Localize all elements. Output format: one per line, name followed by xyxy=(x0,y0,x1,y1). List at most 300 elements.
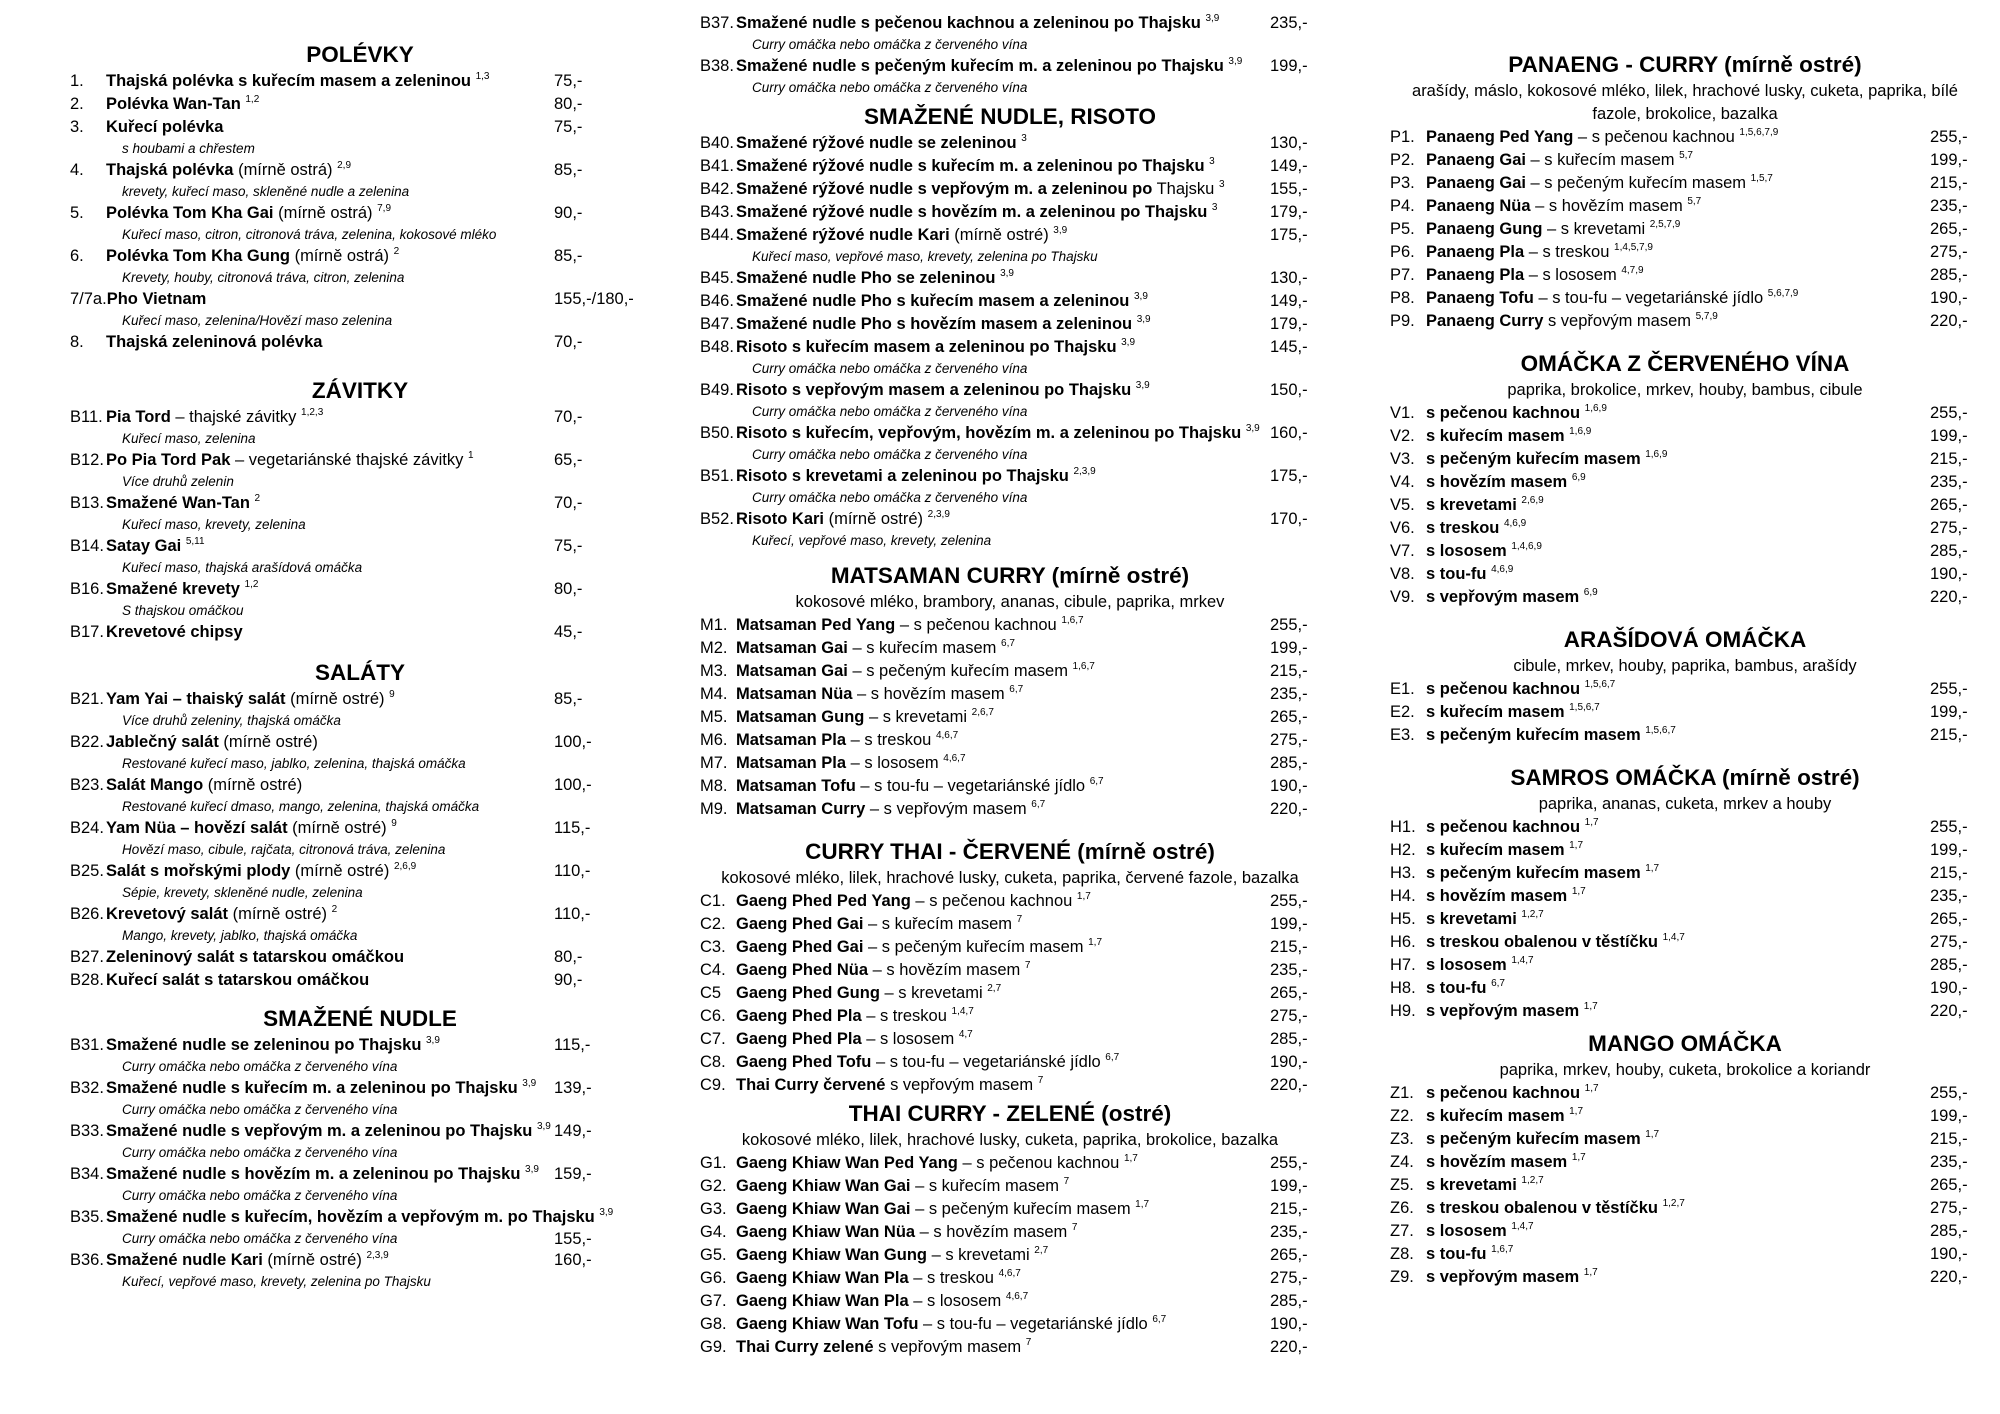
menu-item xyxy=(1390,264,1980,287)
item-note: – s krevetami xyxy=(926,1246,1030,1264)
item-price: 220,- xyxy=(1930,312,1968,330)
menu-item xyxy=(700,913,1320,936)
menu-section xyxy=(700,1097,1320,1359)
item-price: 190,- xyxy=(1270,777,1308,795)
item-price: 75,- xyxy=(554,118,583,136)
item-name: Gaeng Khiaw Wan Pla xyxy=(736,1292,909,1310)
item-code: H6. xyxy=(1390,933,1416,951)
item-note: – s pečeným kuřecím masem xyxy=(847,662,1068,680)
item-name: Gaeng Phed Gung xyxy=(736,984,880,1002)
menu-item xyxy=(70,116,650,139)
section-title: MATSAMAN CURRY (mírně ostré) xyxy=(830,563,1190,588)
item-name: Smažené nudle s kuřecím, hovězím a vepřovým m. po Thajsku xyxy=(106,1208,595,1226)
menu-section xyxy=(700,0,1320,98)
allergen-codes: 1,4,7 xyxy=(1511,955,1534,966)
item-description: Kuřecí maso, krevety, zelenina xyxy=(122,517,306,532)
allergen-codes: 4,6,7 xyxy=(998,1268,1021,1279)
item-name: s pečenou kachnou xyxy=(1426,404,1581,422)
item-description: Restované kuřecí maso, jablko, zelenina, thajská omáčka xyxy=(122,756,466,771)
item-price: 215,- xyxy=(1930,726,1968,744)
section-subtitle: paprika, mrkev, houby, cuketa, brokolice a koriandr xyxy=(1499,1061,1871,1079)
menu-item xyxy=(700,775,1320,798)
allergen-codes: 1,2,7 xyxy=(1521,1175,1544,1186)
menu-item xyxy=(70,1120,650,1143)
menu-section xyxy=(1390,1023,1980,1289)
allergen-codes: 7 xyxy=(1063,1176,1070,1187)
item-note: s vepřovým masem xyxy=(1543,312,1691,330)
section-title: OMÁČKA Z ČERVENÉHO VÍNA xyxy=(1520,351,1850,376)
allergen-codes: 1,4,7 xyxy=(951,1006,974,1017)
item-code: M2. xyxy=(700,639,728,657)
item-price: 220,- xyxy=(1270,800,1308,818)
allergen-codes: 1,7 xyxy=(1088,937,1103,948)
menu-item xyxy=(700,1152,1320,1175)
item-price: 80,- xyxy=(554,580,583,598)
allergen-codes: 2,7 xyxy=(987,983,1002,994)
item-price: 159,- xyxy=(554,1165,592,1183)
allergen-codes: 6,7 xyxy=(1105,1052,1120,1063)
menu-section xyxy=(70,354,650,644)
item-name: Salát s mořskými plody xyxy=(106,862,291,880)
menu-section xyxy=(1390,747,1980,1023)
item-price: 275,- xyxy=(1930,243,1968,261)
item-note: – s kuřecím masem xyxy=(910,1177,1060,1195)
item-name: Smažené nudle s pečeným kuřecím m. a zeleninou po Thajsku xyxy=(736,57,1224,75)
item-code: P4. xyxy=(1390,197,1415,215)
item-note: – s lososem xyxy=(846,754,939,772)
item-code: B23. xyxy=(70,776,104,794)
allergen-codes: 7,9 xyxy=(377,203,392,214)
section-title: SMAŽENÉ NUDLE, RISOTO xyxy=(863,104,1157,129)
item-name: s kuřecím masem xyxy=(1426,703,1565,721)
item-name: Thajská zeleninová polévka xyxy=(106,333,323,351)
menu-item xyxy=(1390,1197,1980,1220)
allergen-codes: 3,9 xyxy=(522,1078,537,1089)
item-code: 1. xyxy=(70,72,84,90)
item-name: Gaeng Phed Gai xyxy=(736,915,864,933)
menu-item xyxy=(1390,540,1980,563)
menu-item xyxy=(700,660,1320,683)
item-price: 255,- xyxy=(1270,1154,1308,1172)
menu-item xyxy=(700,336,1320,359)
item-name: Smažené krevety xyxy=(106,580,240,598)
allergen-codes: 9 xyxy=(391,818,397,829)
menu-section xyxy=(70,0,650,354)
menu-item xyxy=(1390,1220,1980,1243)
menu-item xyxy=(70,1249,650,1272)
item-price: 255,- xyxy=(1930,404,1968,422)
item-name: Risoto s kuřecím, vepřovým, hovězím m. a zeleninou po Thajsku xyxy=(736,424,1242,442)
item-description: Curry omáčka nebo omáčka z červeného vína xyxy=(752,447,1028,462)
menu-section xyxy=(1390,333,1980,609)
allergen-codes: 1,2,3 xyxy=(301,407,324,418)
item-code: C7. xyxy=(700,1030,726,1048)
item-code: B12. xyxy=(70,451,104,469)
item-code: B43. xyxy=(700,203,734,221)
item-note: – s treskou xyxy=(846,731,932,749)
allergen-codes: 7 xyxy=(1037,1075,1044,1086)
menu-item xyxy=(1390,1105,1980,1128)
allergen-codes: 3,9 xyxy=(1136,314,1151,325)
item-note: – s pečenou kachnou xyxy=(1573,128,1735,146)
item-name: Smažené rýžové nudle s kuřecím m. a zeleninou po Thajsku xyxy=(736,157,1205,175)
menu-item xyxy=(700,1198,1320,1221)
item-price: 190,- xyxy=(1930,289,1968,307)
item-note: – s pečenou kachnou xyxy=(910,892,1073,910)
item-price: 80,- xyxy=(554,948,583,966)
item-name: Smažené nudle Kari xyxy=(106,1251,263,1269)
menu-item xyxy=(1390,724,1980,747)
allergen-codes: 3 xyxy=(1021,133,1027,144)
item-price: 190,- xyxy=(1930,565,1968,583)
item-code: V4. xyxy=(1390,473,1415,491)
item-note: (mírně ostré) xyxy=(262,1251,362,1269)
item-name: s pečenou kachnou xyxy=(1426,818,1581,836)
item-price: 155,-/180,- xyxy=(554,290,634,308)
item-price: 265,- xyxy=(1270,1246,1308,1264)
item-price: 149,- xyxy=(554,1122,592,1140)
item-note: – s pečenou kachnou xyxy=(957,1154,1120,1172)
menu-section xyxy=(700,821,1320,1097)
item-description: Curry omáčka nebo omáčka z červeného vína xyxy=(122,1145,398,1160)
item-code: B37. xyxy=(700,14,734,32)
item-name: Smažené Wan-Tan xyxy=(106,494,250,512)
item-name: Smažené rýžové nudle s hovězím m. a zeleninou po Thajsku xyxy=(736,203,1208,221)
section-title: SALÁTY xyxy=(315,660,405,685)
item-name: Krevetový salát xyxy=(106,905,228,923)
item-name: Smažené nudle s kuřecím m. a zeleninou po Thajsku xyxy=(106,1079,518,1097)
item-note: (mírně ostrá) xyxy=(273,204,373,222)
allergen-codes: 1,7 xyxy=(1584,817,1599,828)
allergen-codes: 3,9 xyxy=(1245,423,1260,434)
allergen-codes: 2,3,9 xyxy=(927,509,950,520)
menu-item xyxy=(70,1077,650,1100)
item-price: 220,- xyxy=(1270,1338,1308,1356)
item-code: B28. xyxy=(70,971,104,989)
item-code: B32. xyxy=(70,1079,104,1097)
item-description: Kuřecí maso, zelenina/Hovězí maso zelenina xyxy=(122,313,393,328)
menu-item xyxy=(1390,862,1980,885)
item-name: Panaeng Ped Yang xyxy=(1426,128,1574,146)
menu-item xyxy=(700,379,1320,402)
menu-item xyxy=(1390,1174,1980,1197)
item-name: s krevetami xyxy=(1426,910,1517,928)
item-name: Gaeng Khiaw Wan Gai xyxy=(736,1177,911,1195)
item-name: Kuřecí polévka xyxy=(106,118,224,136)
item-price: 199,- xyxy=(1270,57,1308,75)
menu-item xyxy=(70,817,650,840)
allergen-codes: 7 xyxy=(1025,1337,1032,1348)
item-price: 199,- xyxy=(1930,151,1968,169)
allergen-codes: 1,4,5,7,9 xyxy=(1614,242,1653,253)
allergen-codes: 1 xyxy=(467,450,474,461)
allergen-codes: 1,7 xyxy=(1135,1199,1150,1210)
item-name: s pečenou kachnou xyxy=(1426,680,1581,698)
menu-item xyxy=(1390,701,1980,724)
item-code: B44. xyxy=(700,226,734,244)
allergen-codes: 1,2 xyxy=(244,579,259,590)
allergen-codes: 2,9 xyxy=(337,160,352,171)
item-price: 265,- xyxy=(1930,910,1968,928)
item-name: Matsaman Curry xyxy=(736,800,866,818)
menu-item xyxy=(70,621,650,644)
item-note: – s kuřecím masem xyxy=(863,915,1012,933)
item-name: Matsaman Gai xyxy=(736,639,848,657)
menu-item xyxy=(700,890,1320,913)
item-code: Z9. xyxy=(1390,1268,1414,1286)
item-price: 235,- xyxy=(1930,1153,1968,1171)
menu-item xyxy=(70,288,650,311)
menu-item xyxy=(700,1290,1320,1313)
item-description: Kuřecí maso, vepřové maso, krevety, zelenina po Thajsku xyxy=(752,249,1098,264)
item-code: V8. xyxy=(1390,565,1415,583)
item-price: 199,- xyxy=(1930,427,1968,445)
menu-item xyxy=(700,132,1320,155)
item-price: 285,- xyxy=(1270,1292,1308,1310)
item-note: – s krevetami xyxy=(864,708,968,726)
item-note: – s tou-fu – vegetariánské jídlo xyxy=(855,777,1086,795)
item-name: Thai Curry červené xyxy=(736,1076,886,1094)
menu-item xyxy=(1390,149,1980,172)
menu-item xyxy=(1390,908,1980,931)
menu-item xyxy=(70,1206,650,1229)
item-code: G5. xyxy=(700,1246,727,1264)
item-name: Matsaman Pla xyxy=(736,754,847,772)
allergen-codes: 2 xyxy=(331,904,338,915)
menu-item xyxy=(700,465,1320,488)
item-name: Panaeng Pla xyxy=(1426,243,1525,261)
item-code: G2. xyxy=(700,1177,727,1195)
menu-item xyxy=(700,637,1320,660)
item-price: 80,- xyxy=(554,95,583,113)
allergen-codes: 1,7 xyxy=(1645,1129,1660,1140)
allergen-codes: 2 xyxy=(393,246,400,257)
menu-item xyxy=(1390,126,1980,149)
menu-item xyxy=(700,982,1320,1005)
item-price: 139,- xyxy=(554,1079,592,1097)
item-price: 255,- xyxy=(1930,680,1968,698)
item-name: Gaeng Phed Gai xyxy=(736,938,864,956)
item-name: s vepřovým masem xyxy=(1426,588,1580,606)
menu-section xyxy=(700,551,1320,821)
item-code: 6. xyxy=(70,247,84,265)
menu-item xyxy=(700,1051,1320,1074)
item-code: Z7. xyxy=(1390,1222,1414,1240)
item-code: G1. xyxy=(700,1154,727,1172)
menu-item xyxy=(700,1028,1320,1051)
item-price: 115,- xyxy=(554,819,591,837)
menu-item xyxy=(70,774,650,797)
item-name: Smažené nudle Pho s kuřecím masem a zeleninou xyxy=(736,292,1130,310)
menu-section xyxy=(70,644,650,992)
item-name: Gaeng Phed Tofu xyxy=(736,1053,872,1071)
item-note: (mírně ostré) xyxy=(949,226,1049,244)
item-code: Z8. xyxy=(1390,1245,1414,1263)
allergen-codes: 1,5,6,7 xyxy=(1569,702,1600,713)
item-note: – s treskou xyxy=(908,1269,994,1287)
menu-item xyxy=(70,449,650,472)
item-code: E3. xyxy=(1390,726,1415,744)
menu-item xyxy=(700,1313,1320,1336)
allergen-codes: 4,7 xyxy=(958,1029,973,1040)
menu-item xyxy=(700,1267,1320,1290)
allergen-codes: 5,6,7,9 xyxy=(1767,288,1799,299)
item-code: M7. xyxy=(700,754,728,772)
item-name: Gaeng Phed Pla xyxy=(736,1007,862,1025)
item-note: (mírně ostré) xyxy=(824,510,924,528)
item-price: 215,- xyxy=(1270,1200,1308,1218)
menu-item xyxy=(700,267,1320,290)
allergen-codes: 1,6,9 xyxy=(1569,426,1592,437)
item-name: Zeleninový salát s tatarskou omáčkou xyxy=(106,948,405,966)
item-code: C5 xyxy=(700,984,722,1002)
item-code: M4. xyxy=(700,685,728,703)
section-title: CURRY THAI - ČERVENÉ (mírně ostré) xyxy=(805,839,1215,864)
item-code: B41. xyxy=(700,157,734,175)
item-code: 2. xyxy=(70,95,84,113)
allergen-codes: 1,7 xyxy=(1123,1153,1138,1164)
menu-item xyxy=(70,70,650,93)
item-note: – s pečeným kuřecím masem xyxy=(910,1200,1131,1218)
menu-item xyxy=(700,614,1320,637)
item-price: 255,- xyxy=(1930,128,1968,146)
item-code: V7. xyxy=(1390,542,1415,560)
item-name: Smažené nudle s pečenou kachnou a zeleninou po Thajsku xyxy=(736,14,1201,32)
item-code: M5. xyxy=(700,708,728,726)
allergen-codes: 1,7 xyxy=(1571,1152,1586,1163)
menu-item xyxy=(700,508,1320,531)
section-title: SMAŽENÉ NUDLE xyxy=(263,1006,457,1031)
allergen-codes: 3,9 xyxy=(525,1164,539,1175)
item-note: – s vepřovým masem xyxy=(865,800,1027,818)
menu-item xyxy=(1390,218,1980,241)
item-price: 179,- xyxy=(1270,315,1308,333)
item-price: 75,- xyxy=(554,72,583,90)
allergen-codes: 3,9 xyxy=(1205,13,1220,24)
item-code: H1. xyxy=(1390,818,1416,836)
section-subtitle: kokosové mléko, lilek, hrachové lusky, cuketa, paprika, brokolice, bazalka xyxy=(741,1131,1279,1149)
item-price: 190,- xyxy=(1930,979,1968,997)
menu-item xyxy=(1390,1266,1980,1289)
item-code: C4. xyxy=(700,961,726,979)
item-note: – s tou-fu – vegetariánské jídlo xyxy=(1533,289,1764,307)
item-code: Z6. xyxy=(1390,1199,1414,1217)
item-price: 265,- xyxy=(1270,708,1308,726)
menu-item xyxy=(1390,287,1980,310)
item-note: Thajsku xyxy=(1152,180,1215,198)
item-code: B27. xyxy=(70,948,104,966)
menu-column-3 xyxy=(1390,0,1980,1289)
item-price: 235,- xyxy=(1270,961,1308,979)
item-price: 190,- xyxy=(1270,1315,1308,1333)
item-code: M1. xyxy=(700,616,728,634)
menu-item xyxy=(70,688,650,711)
menu-item xyxy=(700,290,1320,313)
item-name: s lososem xyxy=(1426,956,1507,974)
item-price: 190,- xyxy=(1270,1053,1308,1071)
item-code: C2. xyxy=(700,915,726,933)
allergen-codes: 1,7 xyxy=(1571,886,1586,897)
item-price: 190,- xyxy=(1930,1245,1968,1263)
section-title: MANGO OMÁČKA xyxy=(1588,1031,1782,1056)
item-code: B50. xyxy=(700,424,734,442)
item-name: Gaeng Khiaw Wan Gung xyxy=(736,1246,927,1264)
allergen-codes: 4,6,9 xyxy=(1491,564,1514,575)
allergen-codes: 1,5,7 xyxy=(1750,173,1773,184)
item-code: V2. xyxy=(1390,427,1415,445)
item-price: 235,- xyxy=(1930,887,1968,905)
allergen-codes: 2,3,9 xyxy=(1073,466,1096,477)
item-name: s vepřovým masem xyxy=(1426,1002,1580,1020)
menu-item xyxy=(70,202,650,225)
allergen-codes: 3,9 xyxy=(1133,291,1148,302)
item-description: Curry omáčka nebo omáčka z červeného vína xyxy=(122,1188,398,1203)
allergen-codes: 4,6,7 xyxy=(943,753,966,764)
menu-item xyxy=(70,1034,650,1057)
item-name: Smažené rýžové nudle Kari xyxy=(736,226,950,244)
item-name: Yam Nüa – hovězí salát xyxy=(106,819,288,837)
item-price: 235,- xyxy=(1930,197,1968,215)
item-description: Restované kuřecí dmaso, mango, zelenina, thajská omáčka xyxy=(122,799,480,814)
allergen-codes: 6,7 xyxy=(1031,799,1046,810)
item-name: Panaeng Curry xyxy=(1426,312,1544,330)
menu-item xyxy=(700,1336,1320,1359)
item-code: G9. xyxy=(700,1338,727,1356)
item-code: M9. xyxy=(700,800,728,818)
allergen-codes: 1,7 xyxy=(1645,863,1660,874)
item-code: Z4. xyxy=(1390,1153,1414,1171)
item-name: Polévka Tom Kha Gai xyxy=(106,204,274,222)
item-price: 90,- xyxy=(554,971,583,989)
menu-item xyxy=(1390,678,1980,701)
item-name: s kuřecím masem xyxy=(1426,1107,1565,1125)
allergen-codes: 5,7 xyxy=(1687,196,1702,207)
item-note: – s hovězím masem xyxy=(915,1223,1068,1241)
item-price: 199,- xyxy=(1270,915,1308,933)
allergen-codes: 3,9 xyxy=(536,1121,551,1132)
menu-item xyxy=(1390,586,1980,609)
menu-item xyxy=(1390,1151,1980,1174)
item-code: V9. xyxy=(1390,588,1415,606)
item-name: Smažené nudle s hovězím m. a zeleninou po Thajsku xyxy=(106,1165,521,1183)
item-name: Kuřecí salát s tatarskou omáčkou xyxy=(106,971,370,989)
allergen-codes: 1,7 xyxy=(1583,1001,1598,1012)
allergen-codes: 6,7 xyxy=(1491,978,1505,989)
menu-item xyxy=(700,201,1320,224)
item-price: 155,- xyxy=(1270,180,1308,198)
menu-item xyxy=(1390,448,1980,471)
item-code: 8. xyxy=(70,333,84,351)
item-code: H2. xyxy=(1390,841,1416,859)
item-name: s lososem xyxy=(1426,542,1507,560)
item-name: Gaeng Phed Nüa xyxy=(736,961,869,979)
item-price: 110,- xyxy=(554,905,591,923)
item-price: 160,- xyxy=(1270,424,1308,442)
menu-item xyxy=(700,224,1320,247)
menu-item xyxy=(700,1074,1320,1097)
item-price: 220,- xyxy=(1930,1002,1968,1020)
item-note: – s hovězím masem xyxy=(868,961,1021,979)
menu-item xyxy=(1390,471,1980,494)
item-name: Gaeng Khiaw Wan Gai xyxy=(736,1200,911,1218)
item-description: Kuřecí maso, zelenina xyxy=(122,431,256,446)
allergen-codes: 6,7 xyxy=(1009,684,1024,695)
section-subtitle: kokosové mléko, brambory, ananas, cibule, paprika, mrkev xyxy=(795,593,1225,611)
allergen-codes: 1,7 xyxy=(1584,1083,1599,1094)
menu-item xyxy=(1390,885,1980,908)
item-code: P5. xyxy=(1390,220,1415,238)
item-note: (mírně ostré) xyxy=(287,819,387,837)
